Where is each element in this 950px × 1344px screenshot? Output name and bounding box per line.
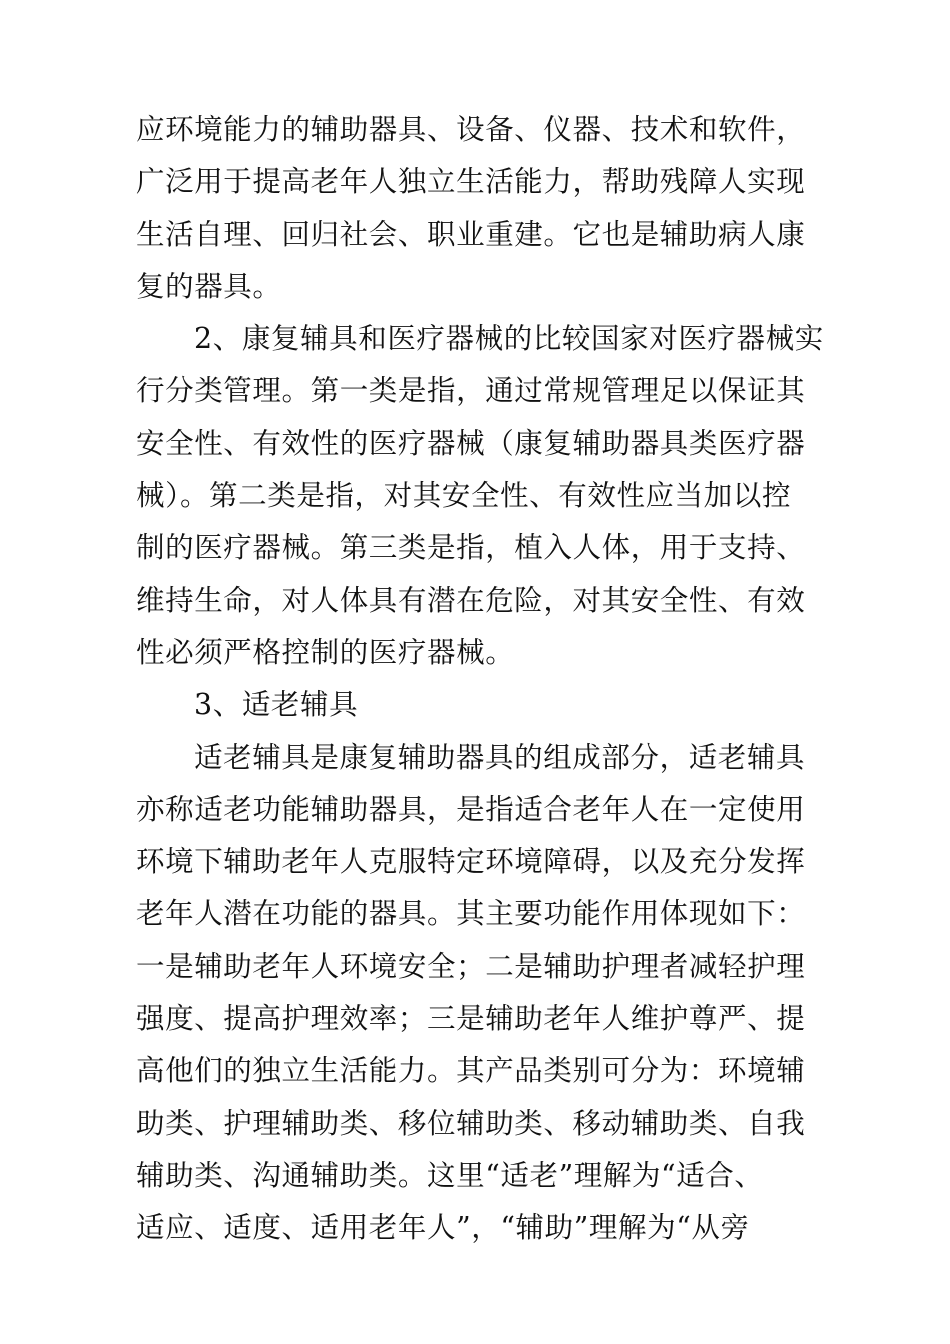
- text-line: 生活自理、回归社会、职业重建。它也是辅助病人康: [136, 217, 806, 251]
- text-line: 适应、适度、适用老年人”，“辅助”理解为“从旁: [136, 1211, 750, 1245]
- text-line: 安全性、有效性的医疗器械（康复辅助器具类医疗器: [136, 426, 806, 460]
- body-text: [136, 104, 826, 1255]
- paragraph-start-line: 2、康复辅具和医疗器械的比较国家对医疗器械实: [194, 322, 824, 356]
- text-line: 一是辅助老年人环境安全；二是辅助护理者减轻护理: [136, 949, 806, 983]
- text-line: 应环境能力的辅助器具、设备、仪器、技术和软件，: [136, 113, 806, 146]
- text-line: 高他们的独立生活能力。其产品类别可分为：环境辅: [136, 1054, 806, 1088]
- text-line: 广泛用于提高老年人独立生活能力，帮助残障人实现: [136, 165, 806, 199]
- text-line: 辅助类、沟通辅助类。这里“适老”理解为“适合、: [136, 1158, 764, 1192]
- text-line: 复的器具。: [136, 269, 282, 303]
- text-line: 制的医疗器械。第三类是指，植入人体，用于支持、: [136, 531, 806, 565]
- text-line: 维持生命，对人体具有潜在危险，对其安全性、有效: [136, 583, 806, 617]
- text-line: 强度、提高护理效率；三是辅助老年人维护尊严、提: [136, 1002, 806, 1036]
- text-line: 行分类管理。第一类是指，通过常规管理足以保证其: [136, 374, 806, 408]
- text-line: 亦称适老功能辅助器具，是指适合老年人在一定使用: [136, 792, 806, 826]
- text-line: 环境下辅助老年人克服特定环境障碍，以及充分发挥: [136, 845, 806, 879]
- paragraph-start-line: 适老辅具是康复辅助器具的组成部分，适老辅具: [194, 740, 806, 774]
- text-line: 助类、护理辅助类、移位辅助类、移动辅助类、自我: [136, 1106, 806, 1140]
- text-line: 性必须严格控制的医疗器械。: [136, 635, 515, 669]
- section-heading: 3、适老辅具: [194, 688, 359, 722]
- text-line: 老年人潜在功能的器具。其主要功能作用体现如下：: [136, 897, 806, 931]
- text-line: 械）。第二类是指，对其安全性、有效性应当加以控: [136, 479, 792, 513]
